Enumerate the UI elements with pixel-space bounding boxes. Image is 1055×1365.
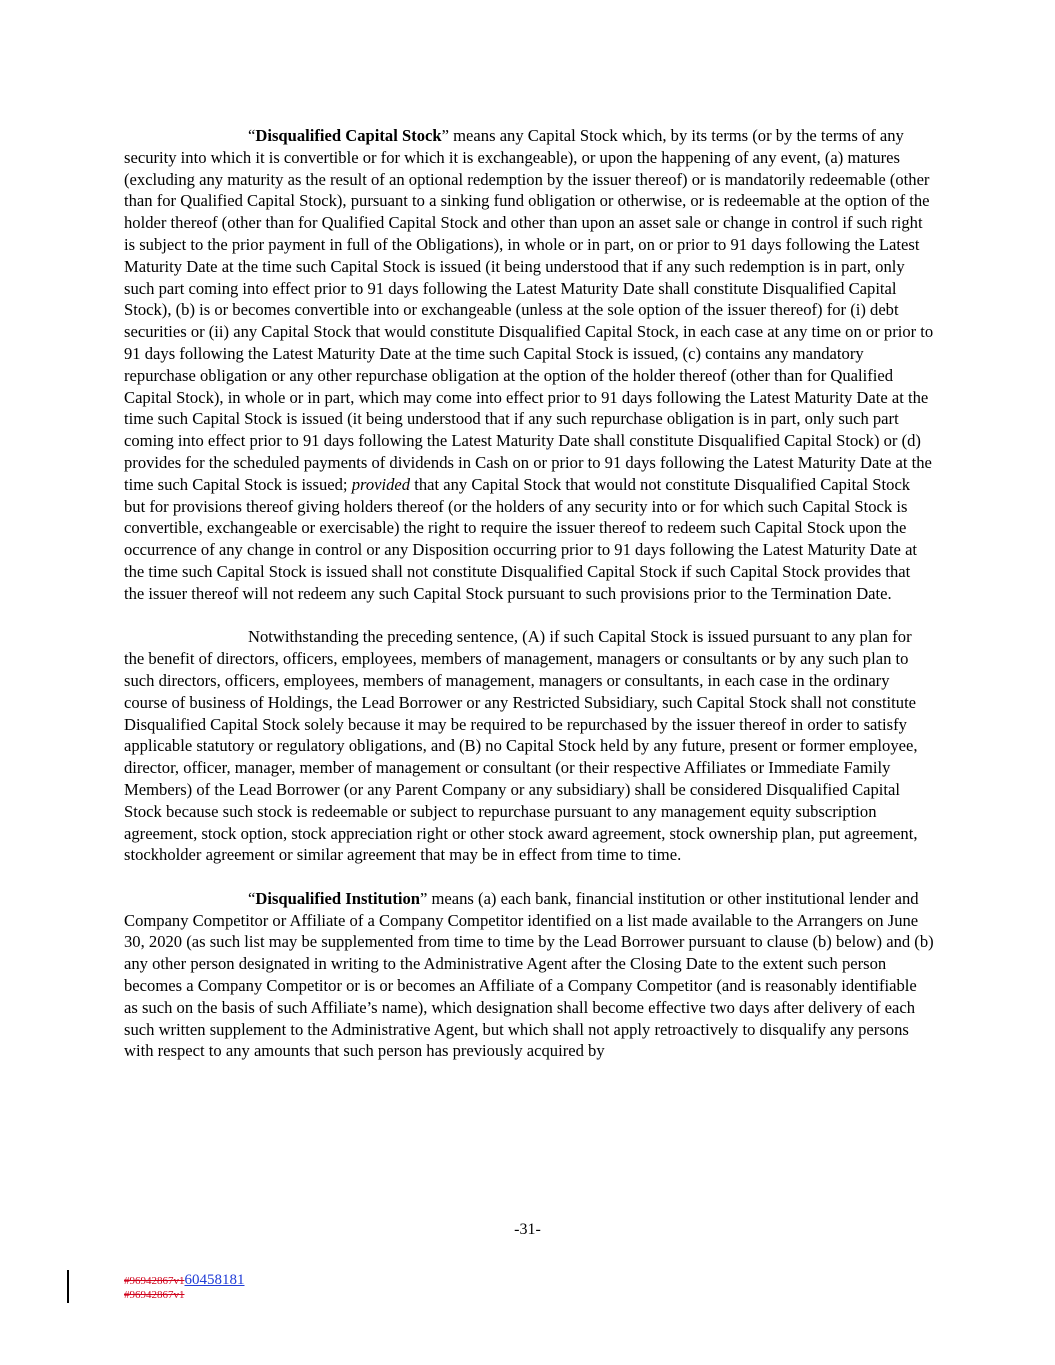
inserted-doc-id: 60458181 xyxy=(184,1272,245,1288)
doc-id-line-2 xyxy=(124,1288,245,1302)
definition-text: ” means (a) each bank, financial institution or other institutional lender and Company Competitor or Affiliate of a Company Competitor identified on a list made available to the Arrangers on June 30, 2020 (as such list may be supplemented from time to time by the Lead Borrower pursuant to clause (b) below) and (b) any other person designated in writing to the Administrative Agent after the Closing Date to the extent such person becomes a Company Competitor or is or becomes an Affiliate of a Company Competitor (and is reasonably identifiable as such on the basis of such Affiliate’s name), which designation shall become effective two days after delivery of each such written supplement to the Administrative Agent, but which shall not apply retroactively to disqualify any persons with respect to any amounts that such person has previously acquired by xyxy=(124,888,934,1061)
defined-term: Disqualified Institution xyxy=(255,888,420,908)
defined-term: Disqualified Capital Stock xyxy=(255,126,442,145)
definition-disqualified-capital-stock xyxy=(124,125,934,605)
page-number: -31- xyxy=(514,1221,541,1238)
open-quote: “ xyxy=(248,888,256,908)
italic-proviso: provided xyxy=(351,474,411,494)
doc-id-line-1 xyxy=(124,1273,245,1288)
definition-text-continued: that any Capital Stock that would not constitute Disqualified Capital Stock but for provisions thereof giving holders thereof (or the holders of any security into or for which such Capital Stock is convertible, exchangeable or exercisable) the right to require the issuer thereof to redeem such Capital Stock upon the occurrence of any change in control or any Disposition occurring prior to 91 days following the Latest Maturity Date at the time such Capital Stock is issued shall not constitute Disqualified Capital Stock if such Capital Stock provides that the issuer thereof will not redeem any such Capital Stock pursuant to such provisions prior to the Termination Date. xyxy=(124,474,918,603)
deleted-doc-id: #96942867v1 xyxy=(124,1275,185,1287)
document-id-footer xyxy=(124,1273,245,1302)
revision-change-bar xyxy=(67,1270,69,1303)
definition-text: ” means any Capital Stock which, by its terms (or by the terms of any security into which it is convertible or for which it is exchangeable), or upon the happening of any event, (a) matures (excluding any maturity as the result of an optional redemption by the issuer thereof) or is mandatorily redeemable (other than for Qualified Capital Stock), pursuant to a sinking fund obligation or otherwise, or is redeemable at the option of the holder thereof (other than for Qualified Capital Stock and other than upon an asset sale or change in control if such right is subject to the prior payment in full of the Obligations), in whole or in part, on or prior to 91 days following the Latest Maturity Date at the time such Capital Stock is issued (it being understood that if any such redemption is in part, only such part coming into effect prior to 91 days following the Latest Maturity Date shall constitute Disqualified Capital Stock), (b) is or becomes convertible into or exchangeable (unless at the sole option of the issuer thereof) for (i) debt securities or (ii) any Capital Stock that would constitute Disqualified Capital Stock, in each case at any time on or prior to 91 days following the Latest Maturity Date at the time such Capital Stock is issued, (c) contains any mandatory repurchase obligation or any other repurchase obligation at the option of the holder thereof (other than for Qualified Capital Stock), in whole or in part, which may come into effect prior to 91 days following the Latest Maturity Date at the time such Capital Stock is issued (it being understood that if any such repurchase obligation is in part, only such part coming into effect prior to 91 days following the Latest Maturity Date shall constitute Disqualified Capital Stock) or (d) provides for the scheduled payments of dividends in Cash on or prior to 91 days following the Latest Maturity Date at the time such Capital Stock is issued; xyxy=(124,126,934,494)
open-quote: “ xyxy=(248,126,256,145)
notwithstanding-paragraph: Notwithstanding the preceding sentence, (A) if such Capital Stock is issued pursuant to any plan for the benefit of directors, officers, employees, members of management, managers or consultants or by any such plan to such directors, officers, employees, members of management, managers or consultants, in each case in the ordinary course of business of Holdings, the Lead Borrower or any Restricted Subsidiary, such Capital Stock shall not constitute Disqualified Capital Stock solely because it may be required to be repurchased by the issuer thereof in order to satisfy applicable statutory or regulatory obligations, and (B) no Capital Stock held by any future, present or former employee, director, officer, manager, member of management or consultant (or their respective Affiliates or Immediate Family Members) of the Lead Borrower (or any Parent Company or any subsidiary) shall be considered Disqualified Capital Stock because such stock is redeemable or subject to repurchase pursuant to any management equity subscription agreement, stock option, stock appreciation right or other stock award agreement, stock ownership plan, put agreement, stockholder agreement or similar agreement that may be in effect from time to time. xyxy=(124,627,918,865)
definition-disqualified-institution xyxy=(124,888,934,1062)
deleted-doc-id-2: #96942867v1 xyxy=(124,1289,185,1301)
document-body xyxy=(124,125,934,1062)
